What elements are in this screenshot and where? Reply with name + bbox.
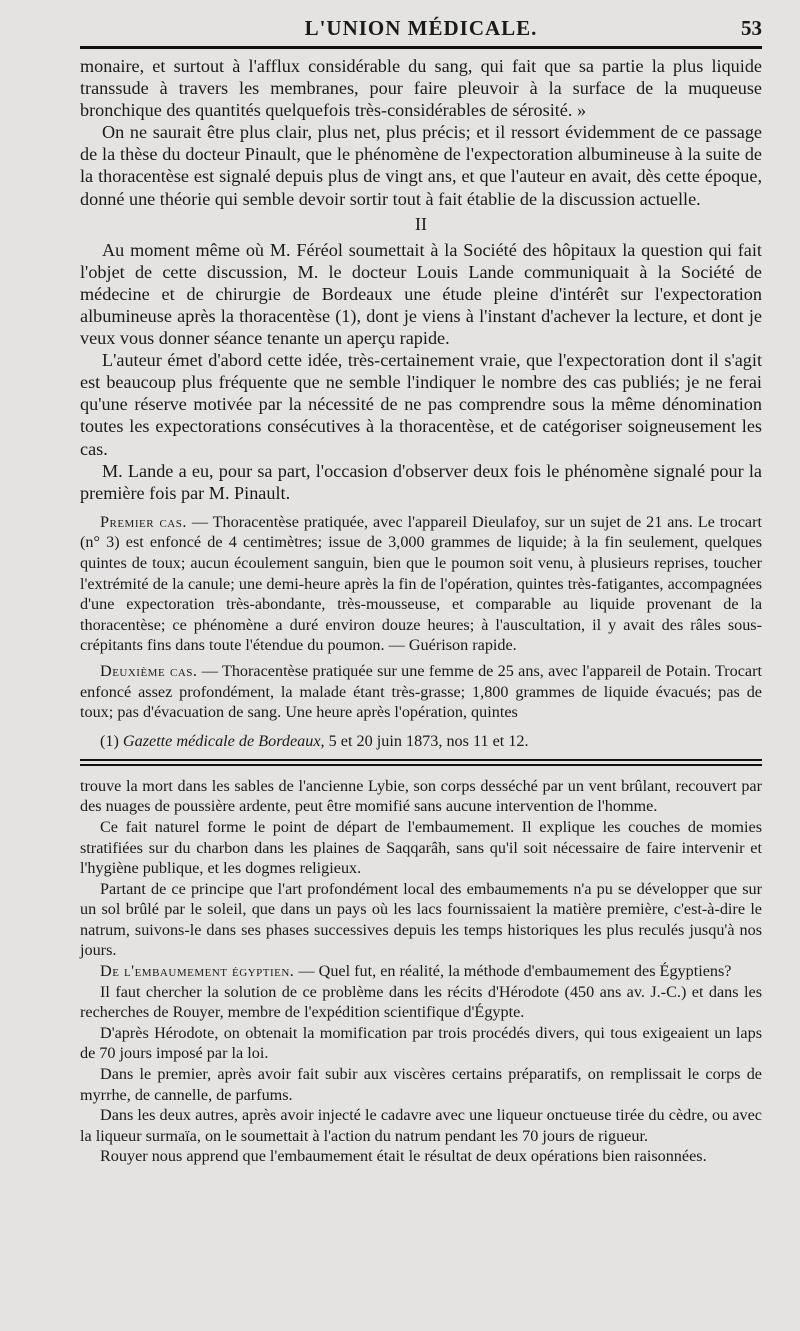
case-text: — Thoracentèse pratiquée sur une femme de 25 ans, avec l'appareil de Potain. Trocart enfoncé assez profondément, la malade étant très-grasse; 1,800 grammes de liquide évacués; pas de toux; pas d'évacuation de sang. Une heure après l'opération, quintes bbox=[80, 661, 762, 722]
section-divider bbox=[80, 759, 762, 766]
case-label: Premier cas. bbox=[100, 512, 187, 531]
case-report-1 bbox=[80, 512, 762, 656]
article-body-bottom bbox=[80, 776, 762, 1167]
footnote-details: 5 et 20 juin 1873, nos 11 et 12. bbox=[324, 731, 529, 750]
paragraph: On ne saurait être plus clair, plus net, plus précis; et il ressort évidemment de ce passage de la thèse du docteur Pinault, que le phénomène de l'expectoration albumineuse à la suite de la thoracentèse est signalé depuis plus de vingt ans, et que l'auteur en avait, dès cette époque, donné une théorie qui semble devoir sortir tout à fait établie de la discussion actuelle. bbox=[80, 122, 762, 209]
subheading-paragraph bbox=[80, 961, 762, 982]
paragraph: D'après Hérodote, on obtenait la momification par trois procédés divers, qui tous exigeaient un laps de 70 jours imposé par la loi. bbox=[80, 1023, 762, 1063]
case-reports bbox=[80, 512, 762, 723]
section-number: II bbox=[415, 213, 427, 234]
paragraph: monaire, et surtout à l'afflux considérable du sang, qui fait que sa partie la plus liquide transsude à travers les membranes, pour faire pleuvoir à la surface de la muqueuse bronchique des quantités quelquefois très-considérables de sérosité. » bbox=[80, 56, 762, 121]
paragraph: Dans le premier, après avoir fait subir aux viscères certains préparatifs, on remplissait le corps de myrrhe, de cannelle, de parfums. bbox=[80, 1065, 762, 1104]
paragraph: Rouyer nous apprend que l'embaumement était le résultat de deux opérations bien raisonnées. bbox=[100, 1147, 707, 1166]
case-report-2 bbox=[80, 661, 762, 723]
subheading-label: De l'embaumement égyptien. bbox=[100, 962, 295, 981]
paragraph: L'auteur émet d'abord cette idée, très-certainement vraie, que l'expectoration dont il s'agit est beaucoup plus fréquente que ne semble l'indiquer le nombre des cas publiés; je ne ferai qu'une réserve motivée par la nécessité de ne pas comprendre sous la même dénomination toutes les expectorations consécutives à la thoracentèse, et de catégoriser soigneusement les cas. bbox=[80, 350, 762, 459]
paragraph: Il faut chercher la solution de ce problème dans les récits d'Hérodote (450 ans av. J.-C.) et dans les recherches de Rouyer, membre de l'expédition scientifique d'Égypte. bbox=[80, 982, 762, 1022]
paragraph: Ce fait naturel forme le point de départ de l'embaumement. Il explique les couches de momies stratifiées sur du charbon dans les plaines de Saqqarâh, sans qu'il soit nécessaire de faire intervenir et l'hygiène publique, et les dogmes religieux. bbox=[80, 817, 762, 878]
case-text: — Thoracentèse pratiquée, avec l'appareil Dieulafoy, sur un sujet de 21 ans. Le trocart (n° 3) est enfoncé de 4 centimètres; issue de 3,000 grammes de liquide; à la fin seulement, quelques quintes de toux; aucun écoulement sanguin, bien que le poumon soit venu, à plusieurs reprises, toucher l'extrémité de la canule; une demi-heure après la fin de l'opération, quintes très-fatigantes, accompagnées d'une expectoration très-abondante, très-mousseuse, et comparable au liquide provenant de la thoracentèse; ce phénomène a duré environ douze heures; à l'auscultation, il y avait des râles sous-crépitants fins dans toute l'étendue du poumon. — Guérison rapide. bbox=[80, 512, 762, 655]
paragraph: M. Lande a eu, pour sa part, l'occasion d'observer deux fois le phénomène signalé pour la première fois par M. Pinault. bbox=[80, 460, 762, 503]
paragraph: Partant de ce principe que l'art profondément local des embaumements n'a pu se développer que sur un sol brûlé par le soleil, que dans un pays où les lacs fournissaient la matière première, c'est-à-dire le natrum, suivons-le dans ses phases successives depuis les temps historiques les plus reculés jusqu'à nos jours. bbox=[80, 879, 762, 960]
header-rule bbox=[80, 46, 762, 49]
subheading-text: — Quel fut, en réalité, la méthode d'embaumement des Égyptiens? bbox=[294, 962, 732, 981]
case-label: Deuxième cas. bbox=[100, 661, 198, 680]
footnote-journal: Gazette médicale de Bordeaux, bbox=[122, 731, 325, 750]
journal-title: L'UNION MÉDICALE. bbox=[304, 16, 538, 40]
paragraph: trouve la mort dans les sables de l'ancienne Lybie, son corps desséché par un vent brûlant, recouvert par des nuages de poussière ardente, peut être momifié sans aucune intervention de l'homme. bbox=[80, 776, 762, 816]
paragraph: Dans les deux autres, après avoir injecté le cadavre avec une liqueur onctueuse tirée du cèdre, ou avec la liqueur surmaïa, on le soumettait à l'action du natrum pendant les 70 jours de rigueur. bbox=[80, 1106, 762, 1145]
page-header bbox=[80, 12, 762, 46]
page-number: 53 bbox=[741, 16, 762, 40]
footnote bbox=[80, 731, 762, 751]
paragraph: Au moment même où M. Féréol soumettait à la Société des hôpitaux la question qui fait l'objet de cette discussion, M. le docteur Louis Lande communiquait à la Société de médecine et de chirurgie de Bordeaux une étude pleine d'intérêt sur l'expectoration albumineuse après la thoracentèse (1), dont je viens à l'instant d'achever la lecture, et dont je veux vous donner séance tenante un aperçu rapide. bbox=[80, 239, 762, 349]
article-body-top bbox=[80, 55, 762, 504]
footnote-marker: (1) bbox=[100, 731, 123, 750]
